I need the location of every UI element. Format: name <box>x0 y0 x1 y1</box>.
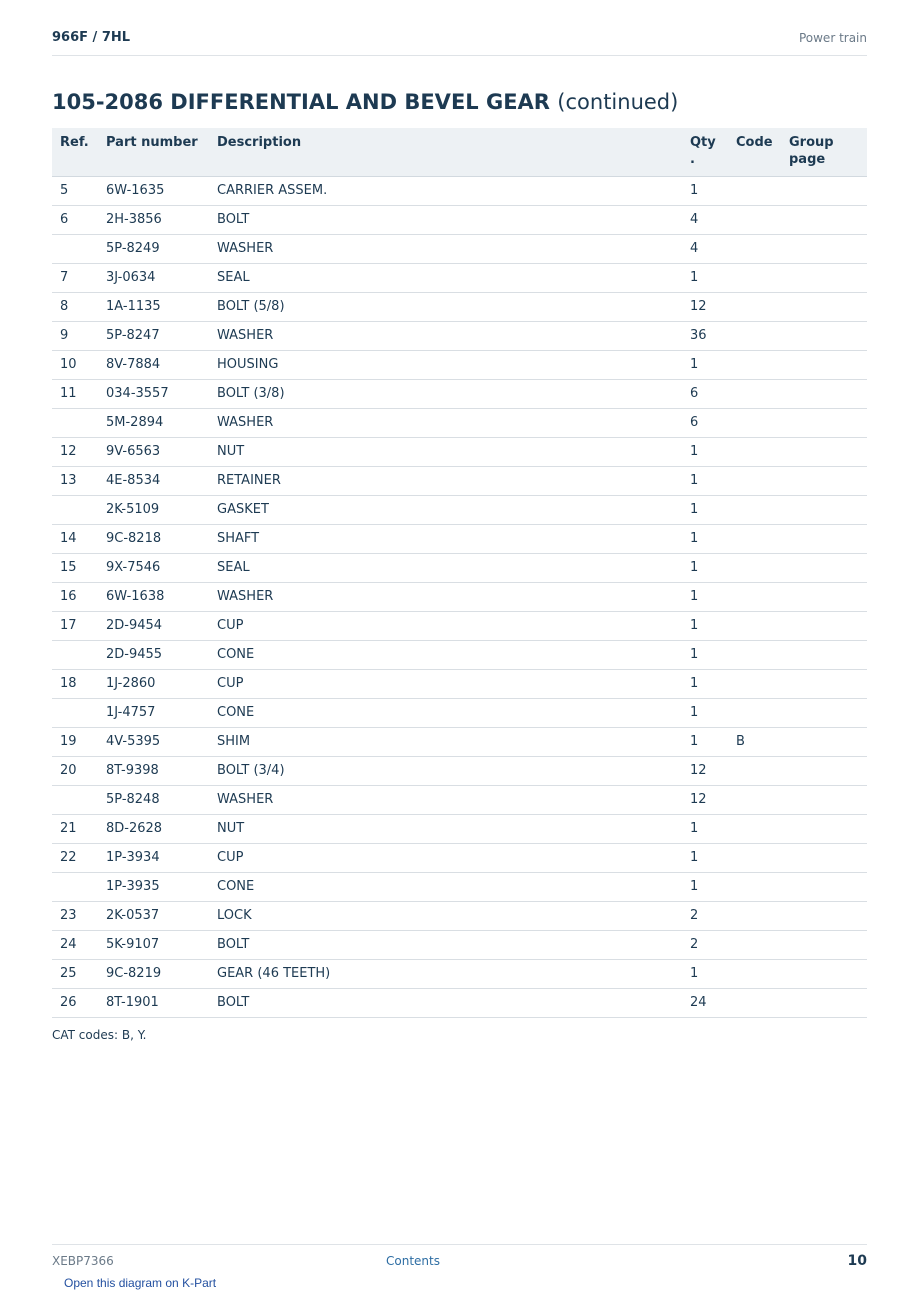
cell-qty: 2 <box>682 901 728 930</box>
cell-qty: 6 <box>682 379 728 408</box>
cell-ref: 19 <box>52 727 98 756</box>
cell-code <box>728 756 781 785</box>
cell-qty: 12 <box>682 292 728 321</box>
cell-group-page <box>781 872 867 901</box>
cell-qty: 1 <box>682 495 728 524</box>
cell-part-number: 1P-3935 <box>98 872 209 901</box>
cell-code <box>728 292 781 321</box>
cell-group-page <box>781 582 867 611</box>
cell-part-number: 034-3557 <box>98 379 209 408</box>
page-header <box>52 28 867 56</box>
cell-qty: 24 <box>682 988 728 1017</box>
cell-description: RETAINER <box>209 466 682 495</box>
cell-group-page <box>781 669 867 698</box>
cell-part-number: 5P-8247 <box>98 321 209 350</box>
cell-description: NUT <box>209 814 682 843</box>
cell-code <box>728 901 781 930</box>
cell-part-number: 8T-1901 <box>98 988 209 1017</box>
cell-code <box>728 466 781 495</box>
col-header-code: Code <box>728 128 781 176</box>
cell-qty: 1 <box>682 959 728 988</box>
cell-ref: 21 <box>52 814 98 843</box>
cell-qty: 1 <box>682 611 728 640</box>
cell-code <box>728 611 781 640</box>
cell-code <box>728 321 781 350</box>
cell-part-number: 9X-7546 <box>98 553 209 582</box>
cell-code <box>728 205 781 234</box>
cell-ref <box>52 785 98 814</box>
cell-description: CUP <box>209 611 682 640</box>
cell-ref: 10 <box>52 350 98 379</box>
cell-code <box>728 640 781 669</box>
cell-description: WASHER <box>209 785 682 814</box>
table-row <box>52 379 867 408</box>
table-row <box>52 785 867 814</box>
section-label: Power train <box>798 31 867 45</box>
table-row <box>52 959 867 988</box>
col-header-part-number: Part number <box>98 128 209 176</box>
cell-group-page <box>781 321 867 350</box>
cell-description: GEAR (46 TEETH) <box>209 959 682 988</box>
cell-group-page <box>781 437 867 466</box>
cell-part-number: 2D-9454 <box>98 611 209 640</box>
table-row <box>52 611 867 640</box>
cell-part-number: 2H-3856 <box>98 205 209 234</box>
cell-description: CUP <box>209 669 682 698</box>
table-row <box>52 843 867 872</box>
cell-qty: 1 <box>682 698 728 727</box>
cell-qty: 1 <box>682 437 728 466</box>
table-row <box>52 176 867 205</box>
cell-qty: 1 <box>682 640 728 669</box>
cell-description: BOLT (3/8) <box>209 379 682 408</box>
cell-code <box>728 234 781 263</box>
page-number: 10 <box>847 1253 867 1269</box>
cell-group-page <box>781 843 867 872</box>
cell-group-page <box>781 785 867 814</box>
cell-code <box>728 988 781 1017</box>
page-title-suffix: (continued) <box>557 90 679 114</box>
table-row <box>52 495 867 524</box>
cell-part-number: 5M-2894 <box>98 408 209 437</box>
cell-ref: 16 <box>52 582 98 611</box>
cell-ref <box>52 872 98 901</box>
cell-code <box>728 930 781 959</box>
col-header-description: Description <box>209 128 682 176</box>
cell-group-page <box>781 901 867 930</box>
cell-description: SHIM <box>209 727 682 756</box>
cell-code <box>728 785 781 814</box>
cell-group-page <box>781 176 867 205</box>
cell-group-page <box>781 263 867 292</box>
cell-ref <box>52 234 98 263</box>
cat-codes-note: CAT codes: B, Y. <box>52 1028 147 1042</box>
cell-part-number: 3J-0634 <box>98 263 209 292</box>
cell-qty: 1 <box>682 553 728 582</box>
cell-group-page <box>781 524 867 553</box>
cell-description: NUT <box>209 437 682 466</box>
cell-part-number: 1P-3934 <box>98 843 209 872</box>
cell-group-page <box>781 466 867 495</box>
cell-group-page <box>781 727 867 756</box>
cell-qty: 36 <box>682 321 728 350</box>
cell-qty: 12 <box>682 756 728 785</box>
cell-qty: 1 <box>682 263 728 292</box>
cell-description: BOLT (3/4) <box>209 756 682 785</box>
table-row <box>52 727 867 756</box>
cell-code <box>728 408 781 437</box>
cell-group-page <box>781 234 867 263</box>
table-row <box>52 669 867 698</box>
cell-code <box>728 698 781 727</box>
table-row <box>52 524 867 553</box>
table-row <box>52 988 867 1017</box>
cell-qty: 1 <box>682 872 728 901</box>
page-footer <box>52 1244 867 1275</box>
cell-code: B <box>728 727 781 756</box>
cell-group-page <box>781 495 867 524</box>
table-header-row <box>52 128 867 176</box>
cell-part-number: 9V-6563 <box>98 437 209 466</box>
cell-description: BOLT <box>209 930 682 959</box>
cell-ref: 18 <box>52 669 98 698</box>
cell-group-page <box>781 988 867 1017</box>
cell-part-number: 8V-7884 <box>98 350 209 379</box>
cell-group-page <box>781 756 867 785</box>
cell-ref: 24 <box>52 930 98 959</box>
table-row <box>52 437 867 466</box>
cell-ref: 8 <box>52 292 98 321</box>
cell-group-page <box>781 205 867 234</box>
cell-ref: 20 <box>52 756 98 785</box>
page-title <box>52 90 678 114</box>
cell-qty: 1 <box>682 582 728 611</box>
cell-description: HOUSING <box>209 350 682 379</box>
cell-part-number: 6W-1638 <box>98 582 209 611</box>
cell-qty: 4 <box>682 205 728 234</box>
cell-qty: 4 <box>682 234 728 263</box>
cell-group-page <box>781 611 867 640</box>
cell-description: CARRIER ASSEM. <box>209 176 682 205</box>
cell-description: BOLT (5/8) <box>209 292 682 321</box>
cell-group-page <box>781 698 867 727</box>
cell-qty: 1 <box>682 814 728 843</box>
table-row <box>52 263 867 292</box>
cell-ref: 6 <box>52 205 98 234</box>
cell-code <box>728 379 781 408</box>
table-row <box>52 930 867 959</box>
cell-qty: 1 <box>682 727 728 756</box>
cell-code <box>728 814 781 843</box>
cell-part-number: 1J-4757 <box>98 698 209 727</box>
cell-description: CUP <box>209 843 682 872</box>
cell-qty: 1 <box>682 350 728 379</box>
cell-part-number: 9C-8219 <box>98 959 209 988</box>
cell-ref: 23 <box>52 901 98 930</box>
cell-group-page <box>781 379 867 408</box>
cell-description: CONE <box>209 698 682 727</box>
cell-part-number: 5K-9107 <box>98 930 209 959</box>
cell-ref: 15 <box>52 553 98 582</box>
cell-qty: 1 <box>682 843 728 872</box>
cell-qty: 1 <box>682 669 728 698</box>
cell-description: WASHER <box>209 408 682 437</box>
cell-qty: 6 <box>682 408 728 437</box>
cell-description: LOCK <box>209 901 682 930</box>
cell-description: CONE <box>209 872 682 901</box>
cell-part-number: 1J-2860 <box>98 669 209 698</box>
cell-description: BOLT <box>209 205 682 234</box>
cell-part-number: 5P-8248 <box>98 785 209 814</box>
cell-part-number: 1A-1135 <box>98 292 209 321</box>
cell-group-page <box>781 350 867 379</box>
parts-table-body <box>52 176 867 1017</box>
cell-part-number: 4E-8534 <box>98 466 209 495</box>
cell-code <box>728 350 781 379</box>
document-id: XEBP7366 <box>52 1254 114 1268</box>
table-row <box>52 872 867 901</box>
table-row <box>52 582 867 611</box>
cell-part-number: 8D-2628 <box>98 814 209 843</box>
table-row <box>52 234 867 263</box>
cell-ref: 26 <box>52 988 98 1017</box>
cell-code <box>728 872 781 901</box>
cell-part-number: 5P-8249 <box>98 234 209 263</box>
cell-ref: 11 <box>52 379 98 408</box>
cell-ref <box>52 408 98 437</box>
model-label: 966F / 7HL <box>52 30 131 45</box>
col-header-qty: Qty . <box>682 128 728 176</box>
cell-part-number: 6W-1635 <box>98 176 209 205</box>
table-row <box>52 321 867 350</box>
cell-ref: 5 <box>52 176 98 205</box>
cell-qty: 1 <box>682 176 728 205</box>
table-row <box>52 640 867 669</box>
cell-part-number: 2K-5109 <box>98 495 209 524</box>
cell-qty: 12 <box>682 785 728 814</box>
cell-description: WASHER <box>209 582 682 611</box>
cell-description: SEAL <box>209 263 682 292</box>
cell-description: SHAFT <box>209 524 682 553</box>
cell-ref: 17 <box>52 611 98 640</box>
cell-description: GASKET <box>209 495 682 524</box>
table-row <box>52 350 867 379</box>
cell-qty: 1 <box>682 524 728 553</box>
cell-description: BOLT <box>209 988 682 1017</box>
cell-code <box>728 176 781 205</box>
table-row <box>52 814 867 843</box>
cell-code <box>728 495 781 524</box>
table-row <box>52 901 867 930</box>
cell-group-page <box>781 640 867 669</box>
cell-ref: 14 <box>52 524 98 553</box>
page-title-main: 105-2086 DIFFERENTIAL AND BEVEL GEAR <box>52 90 550 114</box>
cell-qty: 1 <box>682 466 728 495</box>
cell-ref: 12 <box>52 437 98 466</box>
cell-code <box>728 263 781 292</box>
cell-group-page <box>781 959 867 988</box>
cell-part-number: 2K-0537 <box>98 901 209 930</box>
cell-code <box>728 843 781 872</box>
cell-code <box>728 582 781 611</box>
cell-part-number: 2D-9455 <box>98 640 209 669</box>
cell-ref: 13 <box>52 466 98 495</box>
cell-ref: 22 <box>52 843 98 872</box>
table-row <box>52 698 867 727</box>
table-row <box>52 756 867 785</box>
cell-ref: 25 <box>52 959 98 988</box>
table-row <box>52 553 867 582</box>
cell-group-page <box>781 292 867 321</box>
cell-description: WASHER <box>209 234 682 263</box>
cell-description: SEAL <box>209 553 682 582</box>
col-header-group-page: Group page <box>781 128 867 176</box>
cell-group-page <box>781 553 867 582</box>
table-row <box>52 292 867 321</box>
cell-description: WASHER <box>209 321 682 350</box>
cell-part-number: 4V-5395 <box>98 727 209 756</box>
cell-qty: 2 <box>682 930 728 959</box>
cell-ref: 9 <box>52 321 98 350</box>
cell-ref: 7 <box>52 263 98 292</box>
table-row <box>52 466 867 495</box>
cell-group-page <box>781 930 867 959</box>
cell-code <box>728 437 781 466</box>
cell-part-number: 9C-8218 <box>98 524 209 553</box>
cell-ref <box>52 495 98 524</box>
cell-part-number: 8T-9398 <box>98 756 209 785</box>
table-row <box>52 408 867 437</box>
cell-description: CONE <box>209 640 682 669</box>
cell-group-page <box>781 408 867 437</box>
cell-code <box>728 553 781 582</box>
parts-table <box>52 128 867 1018</box>
table-row <box>52 205 867 234</box>
cell-code <box>728 959 781 988</box>
cell-ref <box>52 698 98 727</box>
cell-code <box>728 669 781 698</box>
contents-link[interactable]: Contents <box>386 1254 440 1268</box>
cell-group-page <box>781 814 867 843</box>
open-kpart-link[interactable]: Open this diagram on K-Part <box>64 1276 217 1290</box>
col-header-ref: Ref. <box>52 128 98 176</box>
cell-ref <box>52 640 98 669</box>
cell-code <box>728 524 781 553</box>
